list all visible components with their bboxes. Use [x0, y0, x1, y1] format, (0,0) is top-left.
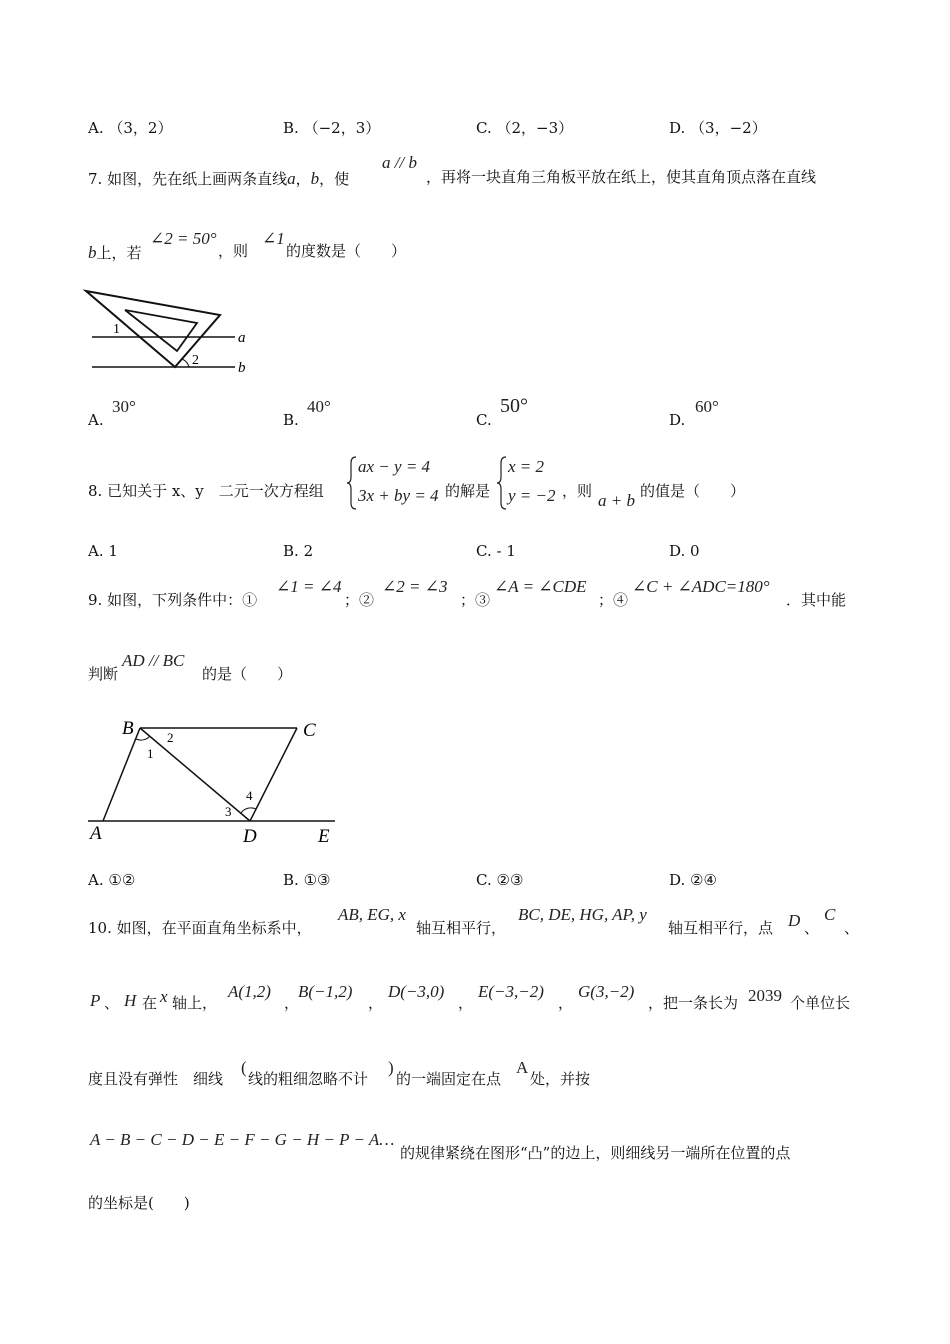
q10-text-5: 、 [104, 994, 120, 1012]
q10-line4: 的规律紧绕在图形“凸”的边上，则细线另一端所在位置的点 [400, 1144, 791, 1162]
q8-prefix: 8. 已知关于 x、y 二元一次方程组 [88, 482, 324, 500]
q7-outer-triangle [86, 291, 220, 367]
q9-prefix: 9. 如图，下列条件中：① [88, 591, 258, 609]
q7-option-c-value: 50° [500, 395, 528, 417]
q7-line1: 7. 如图，先在纸上画两条直线a，b，使 [88, 169, 350, 188]
q10-text-7: 轴上， [172, 994, 218, 1012]
q8-system-brace [346, 455, 358, 511]
q10-text-6: 在 [142, 994, 158, 1012]
q10-paren-close: ) [388, 1058, 394, 1077]
q9-label-d: D [243, 826, 257, 847]
q9-tail: ．其中能 [786, 591, 847, 609]
q7-option-a[interactable]: A. [88, 411, 104, 429]
q10-point-p: P [90, 991, 101, 1010]
q7-line2: b上，若 [88, 243, 142, 262]
q9-angle-1: 1 [147, 746, 154, 761]
q10-text-1: 轴互相平行， [416, 919, 507, 937]
q10-comma-1: ， [284, 994, 300, 1012]
q10-line3-b: 线的粗细忽略不计 [248, 1070, 369, 1088]
q10-length: 2039 [748, 986, 782, 1005]
q8-option-a[interactable]: A. 1 [88, 542, 118, 560]
q10-point-c: C [824, 905, 836, 924]
q7-inner-triangle [125, 310, 197, 351]
q10-text-2: 轴互相平行，点 [668, 919, 774, 937]
q10-paren-open: ( [241, 1058, 247, 1077]
q10-comma-2: ， [368, 994, 384, 1012]
q8-solution-2: y = −2 [508, 486, 556, 505]
q7-angle1: ∠1 [262, 229, 285, 248]
q9-sep-2: ；② [344, 591, 375, 609]
q9-label-e: E [318, 826, 330, 847]
q9-label-b: B [122, 718, 134, 739]
q9-label-a: A [90, 823, 102, 844]
q10-point-d: D [788, 911, 801, 930]
q7-option-d[interactable]: D. [669, 411, 686, 429]
q9-angle-3: 3 [225, 804, 232, 819]
q7-angle2-condition: ∠2 = 50° [150, 229, 217, 248]
q7-angle2-arc [182, 359, 189, 367]
q9-side-ab [103, 728, 140, 821]
q9-side-cd [250, 728, 297, 821]
q8-equation-2: 3x + by = 4 [358, 486, 439, 505]
q8-option-d[interactable]: D. 0 [669, 542, 700, 560]
q8-solution-1: x = 2 [508, 457, 545, 476]
q10-coord-g: G(3,−2) [578, 982, 635, 1001]
q7-line2-then: ，则 [218, 242, 249, 260]
q10-coord-e: E(−3,−2) [478, 982, 544, 1001]
q10-coord-d: D(−3,0) [388, 982, 445, 1001]
q10-coord-b: B(−1,2) [298, 982, 353, 1001]
q8-tail: 的值是（ ） [640, 482, 746, 500]
q8-equation-1: ax − y = 4 [358, 457, 431, 476]
q10-prefix: 10. 如图，在平面直角坐标系中， [88, 919, 312, 937]
q9-condition-3: ∠A = ∠CDE [494, 577, 587, 596]
q9-arc-b [136, 736, 150, 740]
q9-option-b[interactable]: B. ①③ [283, 871, 331, 889]
q8-option-c[interactable]: C. - 1 [476, 542, 516, 560]
q9-label-c: C [303, 720, 316, 741]
q9-angle-2: 2 [167, 730, 174, 745]
q10-point-h: H [124, 991, 137, 1010]
q7-label-b: b [238, 360, 246, 376]
q10-axis-x: x [160, 987, 168, 1006]
q9-angle-4: 4 [246, 788, 253, 803]
q10-comma-3: ， [458, 994, 474, 1012]
q7-option-c[interactable]: C. [476, 411, 492, 429]
q9-parallel-condition: AD // BC [122, 651, 185, 670]
q8-option-b[interactable]: B. 2 [283, 542, 314, 560]
q10-line3-d: 处，并按 [530, 1070, 591, 1088]
q10-coord-a: A(1,2) [228, 982, 271, 1001]
q6-option-b[interactable]: B. （−2，3） [283, 119, 381, 137]
q10-text-3: 、 [804, 919, 820, 937]
q10-line3-a: 度且没有弹性 细线 [88, 1070, 224, 1088]
q6-option-c[interactable]: C. （2，−3） [476, 119, 574, 137]
q9-condition-2: ∠2 = ∠3 [382, 577, 448, 596]
q10-line3-c: 的一端固定在点 [396, 1070, 502, 1088]
q7-option-d-value: 60° [695, 397, 719, 416]
q10-point-a: A [516, 1058, 529, 1077]
q9-option-d[interactable]: D. ②④ [669, 871, 717, 889]
q7-line2-tail: 的度数是（ ） [286, 242, 407, 260]
q9-sep-3: ；③ [460, 591, 491, 609]
q8-solution-brace [496, 455, 508, 511]
q8-mid: 的解是 [445, 482, 491, 500]
q9-line2-tail: 的是（ ） [202, 665, 293, 683]
q8-then: ，则 [562, 482, 593, 500]
q9-line2-prefix: 判断 [88, 665, 119, 683]
q8-expression: a + b [598, 491, 635, 510]
q9-option-a[interactable]: A. ①② [88, 871, 136, 889]
q9-sep-4: ；④ [598, 591, 629, 609]
q10-text-8: ，把一条长为 [648, 994, 739, 1012]
q7-option-b-value: 40° [307, 397, 331, 416]
q9-option-c[interactable]: C. ②③ [476, 871, 524, 889]
q10-line5: 的坐标是( ) [88, 1194, 190, 1212]
q9-condition-1: ∠1 = ∠4 [276, 577, 342, 596]
q7-line1-tail: ，再将一块直角三角板平放在纸上，使其直角顶点落在直线 [426, 168, 817, 186]
q9-diagonal-bd [140, 728, 250, 821]
q7-label-2: 2 [192, 353, 199, 368]
q9-parallelogram-figure [80, 712, 350, 852]
q7-option-a-value: 30° [112, 397, 136, 416]
q10-winding-path: A − B − C − D − E − F − G − H − P − A… [90, 1130, 395, 1149]
q7-triangle-figure [80, 285, 260, 380]
q10-text-9: 个单位长 [790, 994, 851, 1012]
q10-text-4: 、 [844, 919, 860, 937]
q7-label-a: a [238, 330, 246, 346]
q7-label-1: 1 [113, 322, 120, 337]
q6-option-d[interactable]: D. （3，−2） [669, 119, 767, 137]
q10-math-2: BC, DE, HG, AP, y [518, 905, 647, 924]
q6-option-a[interactable]: A. （3，2） [88, 119, 173, 137]
q10-comma-4: ， [558, 994, 574, 1012]
q7-option-b[interactable]: B. [283, 411, 299, 429]
q10-math-1: AB, EG, x [338, 905, 406, 924]
q9-condition-4: ∠C + ∠ADC=180° [632, 577, 770, 596]
q7-parallel-condition: a // b [382, 153, 417, 172]
